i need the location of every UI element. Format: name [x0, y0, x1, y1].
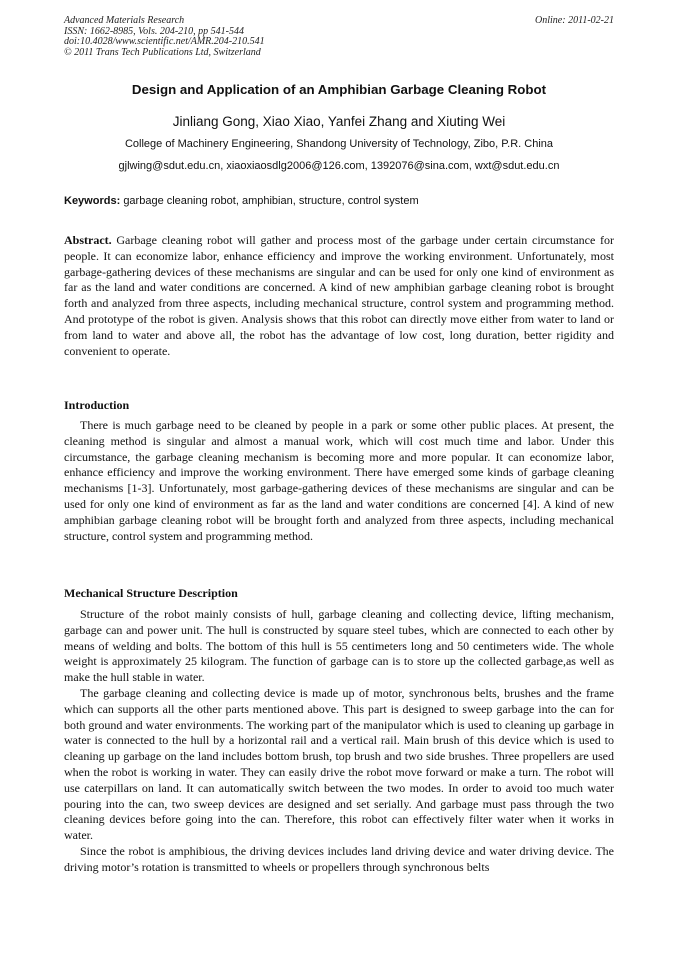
online-date: Online: 2011-02-21	[535, 15, 614, 26]
abstract-text: Garbage cleaning robot will gather and process most of the garbage under certain circumstance for people. It can economize labor, enhance efficiency and improve the working environment. Unfortunately, most garbage-gathering devices of these mechanisms are singular and can be used for only one kind of environment as far as the land and water conditions are concerned. A kind of new amphibian garbage cleaning robot is brought forth and analyzed from three aspects, including mechanical structure, control system and programming method. And prototype of the robot is given. Analysis shows that this robot can directly move either from water to land or from land to water and above all, the robot has the advantage of low cost, long duration, better rigidity and convenient to operate.	[64, 233, 614, 358]
abstract	[64, 233, 614, 359]
author-emails: gjlwing@sdut.edu.cn, xiaoxiaosdlg2006@126.com, 1392076@sina.com, wxt@sdut.edu.cn	[118, 160, 560, 172]
author-list: Jinliang Gong, Xiao Xiao, Yanfei Zhang and Xiuting Wei	[172, 114, 506, 129]
keywords	[64, 195, 614, 207]
affiliation: College of Machinery Engineering, Shandong University of Technology, Zibo, P.R. China	[124, 138, 554, 150]
paragraph: There is much garbage need to be cleaned by people in a park or some other public places. At present, the cleaning method is singular and almost a manual work, which will cost much time and labor. Under this circumstance, the garbage cleaning mechanism is becoming more and more popular. It can economize labor, enhance efficiency and improve the working environment. There have emerged some kinds of garbage cleaning mechanisms [1-3]. Unfortunately, most garbage-gathering devices of these mechanisms are singular and can be used for only one kind of environment as far as the land and water conditions are concerned [4]. A kind of new amphibian garbage cleaning robot will be brought forth and analyzed from three aspects, including mechanical structure, control system and programming method.	[64, 418, 614, 543]
section-introduction	[64, 418, 614, 544]
paper-title: Design and Application of an Amphibian Garbage Cleaning Robot	[131, 82, 547, 97]
keywords-label: Keywords:	[64, 195, 121, 207]
paragraph: Since the robot is amphibious, the driving devices includes land driving device and water driving device. The driving motor’s rotation is transmitted to wheels or propellers through synchronous belts	[64, 843, 614, 874]
copyright-line: © 2011 Trans Tech Publications Ltd, Switzerland	[64, 46, 261, 58]
keywords-text: garbage cleaning robot, amphibian, structure, control system	[123, 195, 419, 207]
doi-line: doi:10.4028/www.scientific.net/AMR.204-210.541	[64, 36, 265, 47]
journal-header	[64, 16, 614, 58]
journal-name: Advanced Materials Research	[64, 15, 185, 26]
issn-line: ISSN: 1662-8985, Vols. 204-210, pp 541-544	[64, 25, 244, 37]
section-heading-introduction: Introduction	[64, 398, 130, 412]
section-heading-mechanical: Mechanical Structure Description	[64, 586, 238, 600]
abstract-label: Abstract.	[64, 233, 112, 247]
paragraph: Structure of the robot mainly consists of hull, garbage cleaning and collecting device, lifting mechanism, garbage can and power unit. The hull is constructed by square steel tubes, which are connected to each other by means of welding and bolts. The bottom of this hull is 55 centimeters long and 50 centimeters wide. The whole weight is approximately 25 kilogram. The function of garbage can is to store up the collected garbage,as well as make the hull stable in water.	[64, 607, 614, 685]
paragraph: The garbage cleaning and collecting device is made up of motor, synchronous belts, brushes and the frame which can supports all the other parts mentioned above. This part is designed to sweep garbage into the can for both ground and water environments. The working part of the manipulator which is used to cleaning up garbage in water is connected to the hull by a horizontal rail and a vertical rail. Main brush of this device which is used to cleaning up garbage on the land includes bottom brush, top brush and two side brushes. Three propellers are used when the robot is working in water. They can easily drive the robot move forward or make a turn. The robot will use caterpillars on land. It can automatically switch between the two modes. In order to avoid too much water pouring into the can, two sweep devices are designed and set serially. And garbage must pass through the two cleaning devices before going into the can. Therefore, this robot can effectively filter water when it works in water.	[64, 685, 614, 843]
section-mechanical	[64, 607, 614, 876]
